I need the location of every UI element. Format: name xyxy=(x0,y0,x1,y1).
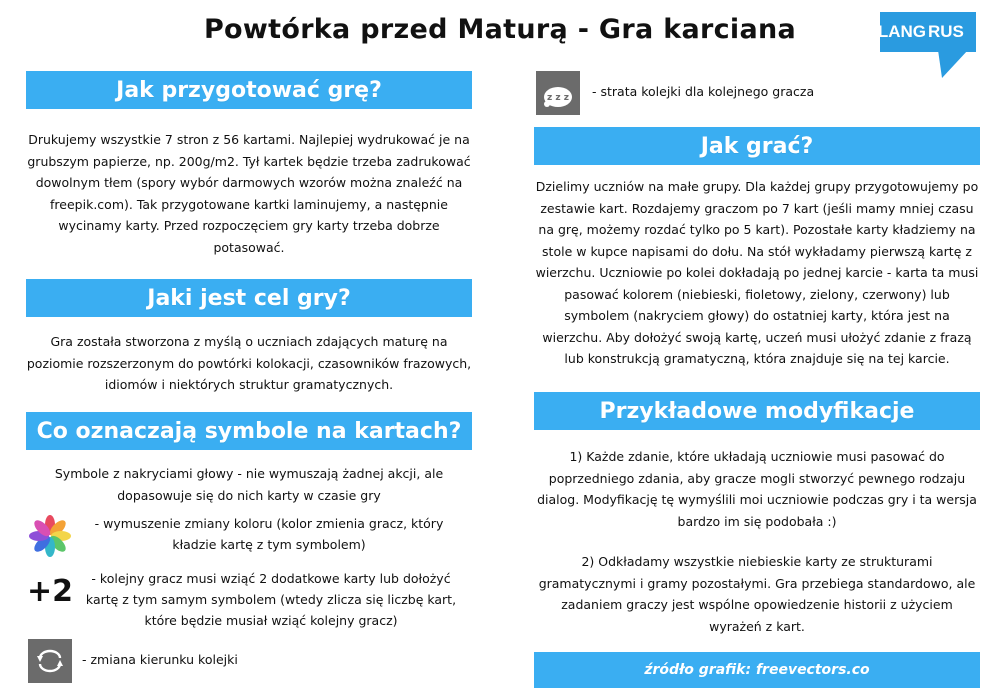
plus-two-label: +2 xyxy=(26,573,73,609)
symbol-row-skip xyxy=(534,70,974,116)
symbol-plus-two-text: - kolejny gracz musi wziąć 2 dodatkowe karty lub dołożyć kartę z tym samym symbolem (wtedy zlicza się liczbę kart, które będzie musiał wziąć kolejny gracz) xyxy=(85,571,457,628)
modification-1-text: 1) Każde zdanie, które układają uczniowie musi pasować do poprzedniego zdania, aby gracze mogli stworzyć pewnego rodzaju dialog. Modyfikację tę wymyślili moi uczniowie podczas gry i ta wersja bardzo im się podobała :) xyxy=(537,449,977,529)
symbol-color-change-text: - wymuszenie zmiany koloru (kolor zmienia gracz, który kładzie kartę z tym symbolem) xyxy=(94,516,444,552)
plus-two-icon xyxy=(26,568,74,614)
symbols-intro-text: Symbole z nakryciami głowy - nie wymuszają żadnej akcji, ale dopasowuje się do nich karty w czasie gry xyxy=(54,466,444,503)
game-goal-text: Gra została stworzona z myślą o uczniach zdających maturę na poziomie rozszerzonym do powtórki kolokacji, czasowników frazowych, idiomów i niektórych struktur gramatycznych. xyxy=(26,334,472,392)
modification-2-text: 2) Odkładamy wszystkie niebieskie karty ze strukturami gramatycznymi i gramy pozostałymi. Gra przebiega standardowo, ale zadaniem graczy jest wspólne opowiedzenie historii z użyciem wyrażeń z kart. xyxy=(538,554,976,634)
symbol-row-color-change xyxy=(26,513,476,559)
symbol-reverse-text: - zmiana kierunku kolejki xyxy=(82,652,238,667)
langrus-logo[interactable] xyxy=(877,12,976,78)
heading-how-to-play: Jak grać? xyxy=(534,127,980,165)
sleep-zzz-icon xyxy=(534,70,582,116)
graphics-source-footer[interactable]: źródło grafik: freevectors.co xyxy=(534,652,980,688)
zzz-label: z z z xyxy=(547,93,569,103)
heading-card-symbols: Co oznaczają symbole na kartach? xyxy=(26,412,472,450)
how-to-play-text: Dzielimy uczniów na małe grupy. Dla każdej grupy przygotowujemy po zestawie kart. Rozdajemy graczom po 7 kart (jeśli mamy mniej czasu na grę, możemy rozdać tylko po 5 kart). Pozostałe karty kładziemy na stole w kupce napisami do dołu. Na stół wykładamy pierwszą kartę z wierzchu. Uczniowie po kolei dokładają po jednej karcie - karta ta musi pasować kolorem (niebieski, fioletowy, zielony, czerwony) lub symbolem (nakryciem głowy) do ostatniej karty, która jest na wierzchu. Aby dołożyć swoją kartę, uczeń musi ułożyć zdanie z frazą lub konstrukcją gramatyczną, która znajduje się na tej karcie. xyxy=(535,179,979,366)
symbol-skip-text: - strata kolejki dla kolejnego gracza xyxy=(592,84,815,99)
prepare-game-text: Drukujemy wszystkie 7 stron z 56 kartami. Najlepiej wydrukować je na grubszym papierze, np. 200g/m2. Tył kartek będzie trzeba zadrukować dowolnym tłem (spory wybór darmowych wzorów można znaleźć na freepik.com). Tak przygotowane kartki laminujemy, a następnie wycinamy karty. Przed rozpoczęciem gry karty trzeba dobrze potasować. xyxy=(27,132,471,255)
symbol-row-reverse xyxy=(26,638,476,684)
symbol-row-plus-two xyxy=(26,568,476,631)
page-title: Powtórka przed Maturą - Gra karciana xyxy=(203,14,797,45)
heading-game-goal: Jaki jest cel gry? xyxy=(26,279,472,317)
logo-part-rus: RUS xyxy=(928,12,976,52)
logo-part-lang: LANG xyxy=(880,12,928,52)
heading-prepare-game: Jak przygotować grę? xyxy=(26,71,472,109)
reverse-arrow-icon xyxy=(26,638,74,684)
color-wheel-icon xyxy=(26,513,74,559)
heading-modifications: Przykładowe modyfikacje xyxy=(534,392,980,430)
